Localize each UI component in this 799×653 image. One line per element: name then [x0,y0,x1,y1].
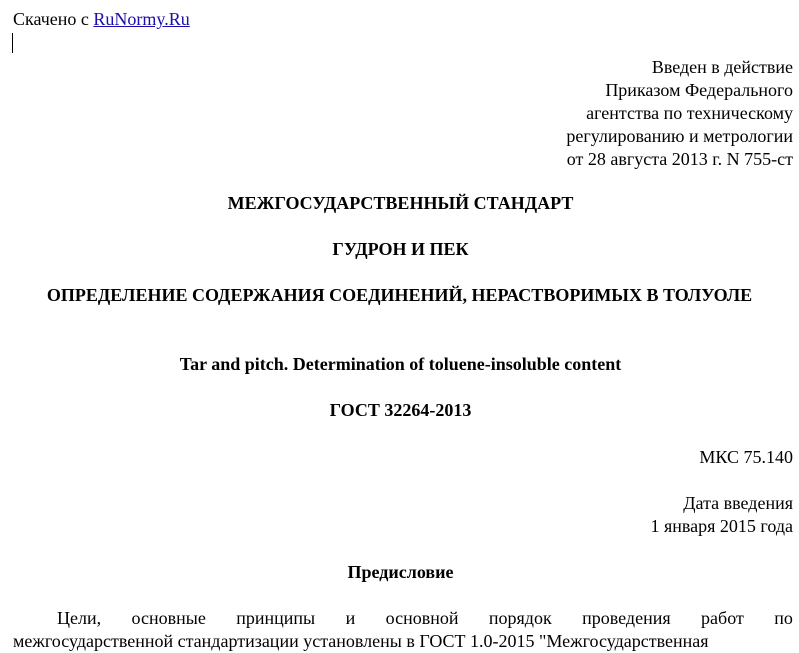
runormy-link[interactable]: RuNormy.Ru [93,9,190,29]
word: порядок [488,608,552,628]
word: Цели, [57,608,102,628]
word: работ [701,608,744,628]
approval-line: агентства по техническому [586,103,793,123]
word: основные [131,608,206,628]
introduction-date-label: Дата введения [683,493,793,513]
preface-paragraph [13,607,793,653]
paragraph-line-2: межгосударственной стандартизации установлены в ГОСТ 1.0-2015 "Межгосударственная [13,631,709,651]
product-heading: ГУДРОН И ПЕК [332,239,469,259]
word: принципы [236,608,316,628]
word: проведения [582,608,671,628]
introduction-date-value: 1 января 2015 года [650,516,793,536]
word: основной [385,608,459,628]
source-line [13,8,190,30]
gost-number: ГОСТ 32264-2013 [329,400,472,420]
introduction-date-block [650,492,793,538]
word: и [345,608,356,628]
approval-block [566,56,793,171]
source-prefix: Скачено с [13,9,94,29]
approval-line: регулированию и метрологии [566,126,793,146]
approval-line: от 28 августа 2013 г. N 755-ст [566,149,793,169]
word: по [774,608,793,628]
approval-line: Приказом Федерального [605,80,793,100]
english-title: Tar and pitch. Determination of toluene-insoluble content [179,354,622,374]
mks-code: МКС 75.140 [699,447,793,467]
paragraph-line-1 [13,607,793,630]
preface-title: Предисловие [347,562,454,582]
standard-type-heading: МЕЖГОСУДАРСТВЕННЫЙ СТАНДАРТ [227,193,574,213]
method-heading: ОПРЕДЕЛЕНИЕ СОДЕРЖАНИЯ СОЕДИНЕНИЙ, НЕРАСТВОРИМЫХ В ТОЛУОЛЕ [46,285,753,305]
approval-line: Введен в действие [651,57,793,77]
text-cursor [12,33,13,53]
